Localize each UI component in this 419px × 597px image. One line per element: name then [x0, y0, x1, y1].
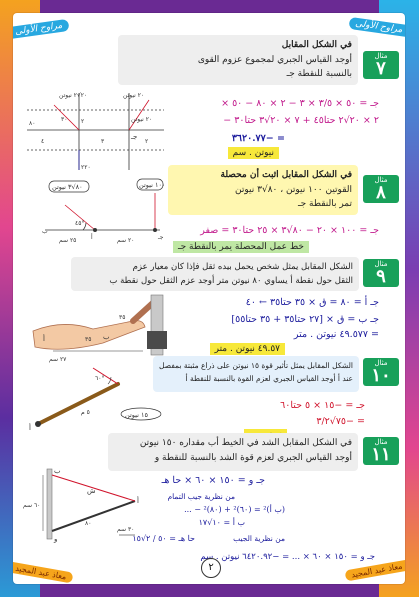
q7-label-f3: ٢٠ نيوتن	[131, 116, 153, 123]
q7-tag-label: مثال	[374, 52, 388, 60]
q11-line1: في الشكل المقابل الشد في الخيط أب مقداره ١٥٠ نيوتن	[139, 438, 352, 448]
q9-label-d2: ٢٧ سم	[49, 356, 67, 363]
q11-solution-line6: حا هـ = ٥٠ / ٢√١٥	[132, 534, 195, 543]
q7-label-len1: ٢	[81, 118, 85, 125]
q11-solution-line3: (ب أ)² = (٦٠)² + (٨٠)² − ...	[184, 505, 285, 514]
q7-solution-line2: ٢ × ٢٠√٢ حتا٤٥ + ٧ × ٢٠√٣ حتا٣٠ −	[223, 115, 379, 126]
q8-answer: خط عمل المحصلة يمر بالنقطة جـ	[173, 241, 309, 253]
q8-label-pA: أ	[91, 234, 93, 241]
q9-solution-line3: = ٤٩.٥٧٧ نيوتن . متر	[293, 329, 379, 340]
q9-arm-diagram	[23, 291, 173, 366]
q11-solution-line2: من نظرية جيب التمام	[167, 492, 235, 501]
q10-label-pA: أ	[29, 424, 31, 431]
q10-tag-label: مثال	[374, 359, 388, 367]
q9-tag	[363, 259, 399, 287]
q10-solution-line1: جـ = −١٥ × ٥ حتا٦٠	[280, 400, 365, 411]
q11-label-pB: ب	[54, 467, 61, 475]
q9-label-d1: ٣٥	[85, 336, 92, 343]
q7-solution-line3: = −٣٦٢٠.٧٧	[231, 133, 285, 144]
q11-solution-line4: ب أ = ١٠√١٧	[198, 518, 245, 527]
q10-solution-line2: = −٧٥√٣/٢	[316, 416, 365, 427]
page-number: ٢	[201, 558, 221, 578]
q8-label-pC: جـ	[158, 234, 164, 241]
q11-label-d3: ٨٠	[85, 520, 92, 527]
q8-line3: تمر بالنقطة جـ	[297, 199, 352, 209]
q9-solution-line1: جـ أ = ٨٠ = ق × ٣٥ حتا٣٥ ← ٤٠	[245, 297, 379, 308]
q8-tag-label: مثال	[374, 176, 388, 184]
q7-line1: في الشكل المقابل	[281, 40, 352, 50]
q11-solution-line5: من نظرية الجيب	[233, 534, 285, 543]
q8-solution-line1: جـ = ١٠٠ × ٢٠ − ٨٠√٣ × ٢٥ حتا٣٠ = صفر	[200, 225, 379, 236]
q8-label-f2: ١٠٠ نيوتن	[139, 181, 165, 189]
worksheet-page	[13, 13, 405, 584]
q8-label-d2: ٢٠ سم	[117, 237, 135, 244]
q11-solution-line1: جـ و = ١٥٠ × ٦٠ × حا هـ	[161, 475, 265, 486]
q9-label-pA: أ	[43, 335, 45, 343]
q11-solution-line7: جـ و = ١٥٠ × ٦٠ × ... = −٦٤٢٠.٩٢ نيوتن . سم	[200, 552, 375, 562]
q7-label-len2: ٣	[101, 138, 105, 145]
q7-statement	[118, 35, 358, 85]
q7-tag-number: ٧	[376, 58, 386, 79]
q7-answer: نيوتن . سم	[228, 147, 279, 159]
q9-answer: ٤٩.٥٧ نيوتن . متر	[210, 343, 285, 355]
q11-statement	[108, 433, 358, 471]
q9-tag-number: ٩	[376, 266, 386, 287]
q7-tag	[363, 51, 399, 79]
q11-tag-number: ١١	[371, 444, 391, 465]
q10-label-d1: ٥ م	[81, 409, 90, 416]
q9-statement	[71, 257, 359, 291]
q8-line2: القوتين ١٠٠ نيوتن ، ٨٠√٣ نيوتن	[235, 185, 352, 195]
q10-label-angle: ٦٠°	[95, 375, 105, 382]
q11-label-pS: ش	[87, 487, 96, 495]
q7-line3: بالنسبة للنقطة جـ	[286, 69, 352, 79]
q8-statement	[168, 165, 358, 215]
q8-label-d1: ٢٥ سم	[59, 237, 77, 244]
q7-label-f1: ٢٠√٢ نيوتن	[59, 92, 88, 99]
q8-tag-number: ٨	[376, 182, 386, 203]
q10-tag-number: ١٠	[371, 365, 391, 386]
q8-label-pB: ب	[42, 228, 48, 235]
q7-label-len3: ٤	[41, 138, 45, 145]
q9-line2: الثقل حول نقطة أ يساوي ٨٠ نيوتن متر أوجد عزم الثقل حول نقطة ب	[109, 276, 353, 286]
q10-statement	[153, 356, 359, 392]
q7-solution-line1: جـ = ٥٠ × ٣/٥ × ٣ − ٢ × ٨٠ − ٥٠ ×	[221, 98, 379, 109]
q11-tag	[363, 437, 399, 465]
q10-line1: الشكل المقابل يمثل تأثير قوة ١٥ نيوتن على ذراع مثبتة بمفصل	[159, 361, 353, 370]
q7-label-len4: ٢	[145, 138, 149, 145]
q8-label-f1: ٨٠√٣ نيوتن	[52, 183, 83, 191]
q7-label-point: جـ	[131, 133, 138, 141]
q9-label-pB: ب	[103, 333, 110, 341]
q7-label-f2: ٢٠ نيوتن	[123, 92, 145, 99]
q10-label-force: ١٥ نيوتن	[125, 411, 148, 419]
q9-solution-line2: جـ ب = ق × [٢٧ حتا٣٥ + ٣٥ حتا٥٥]	[231, 314, 379, 325]
q10-tag	[363, 358, 399, 386]
q8-line1: في الشكل المقابل اثبت أن محصلة	[220, 170, 352, 180]
q11-tag-label: مثال	[374, 438, 388, 446]
q11-label-d1: ٦٠ سم	[23, 502, 41, 509]
q7-label-f6: ٢٢٠	[81, 164, 91, 171]
q11-label-pO: و	[54, 535, 58, 543]
q9-line1: الشكل المقابل يمثل شخص يحمل بيده ثقل فإذا كان معيار عزم	[132, 262, 353, 272]
q8-force-diagram	[25, 175, 165, 245]
q11-rope-diagram	[23, 463, 143, 543]
q11-label-pA: أ	[137, 497, 139, 505]
q10-line2: عند أ أوجد القياس الجبري لعزم القوة بالنسبة للنقطة أ	[185, 374, 353, 383]
q7-line2: أوجد القياس الجبري لمجموع عزوم القوى	[197, 55, 352, 65]
q9-label-angle: ٣٥	[119, 314, 126, 321]
q7-force-diagram	[19, 85, 169, 175]
footer-ribbon-right: معاذ عبد المجيد	[345, 560, 405, 582]
q11-label-d2: ٣٠ سم	[117, 526, 135, 533]
q10-lever-diagram	[23, 366, 163, 431]
q7-label-f4: ٨٠	[29, 120, 36, 127]
footer-ribbon-left: معاذ عبد المجيد	[13, 562, 73, 584]
q9-tag-label: مثال	[374, 260, 388, 268]
q8-label-angle: ٤٥°	[75, 220, 85, 227]
q8-tag	[363, 175, 399, 203]
header-ribbon-left: مراوح الأولى	[13, 19, 69, 39]
q11-line2: أوجد القياس الجبري لعزم قوة الشد بالنسبة للنقطة و	[154, 453, 352, 463]
header-ribbon-right: مراوح الأولى	[349, 17, 405, 37]
q7-label-f5: ٣٠	[61, 116, 68, 123]
